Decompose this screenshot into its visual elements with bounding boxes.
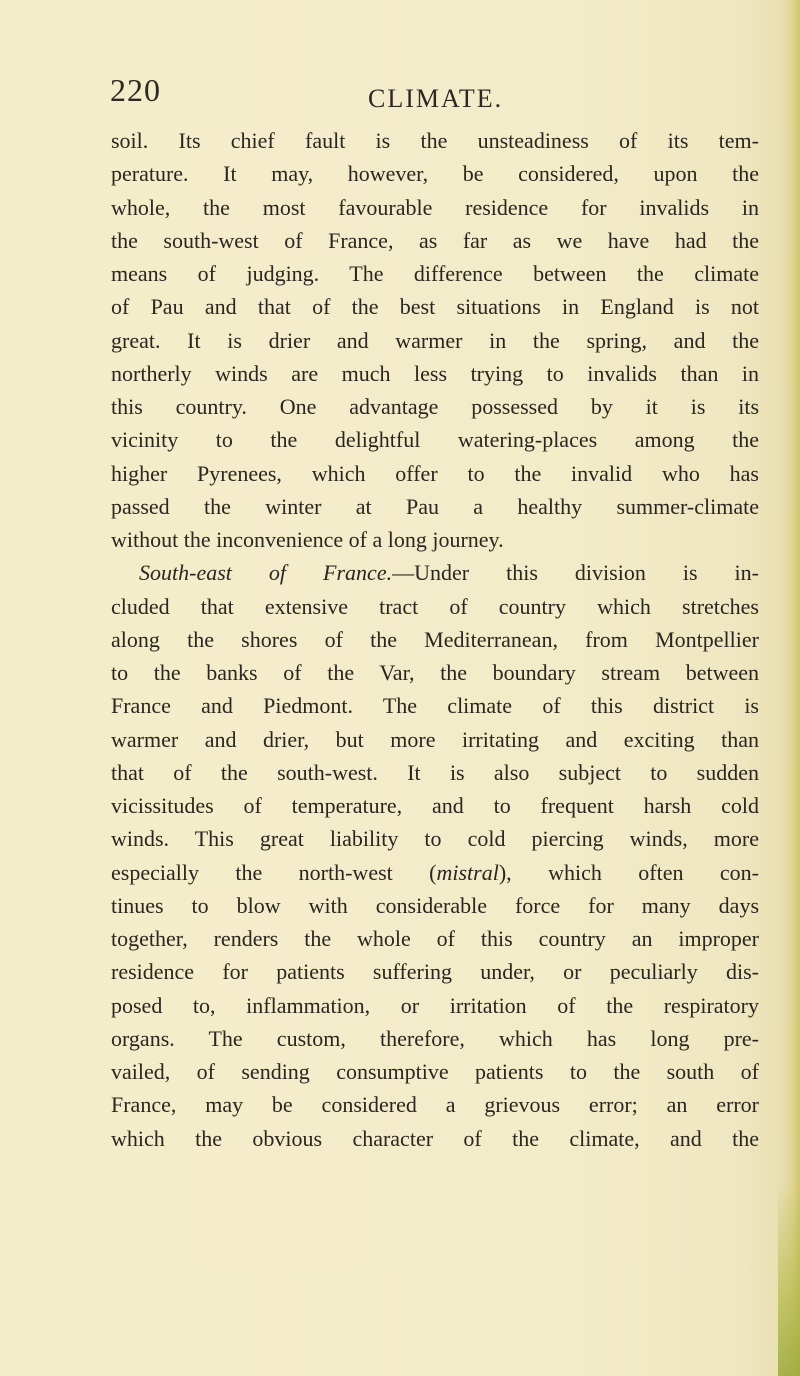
- body-text: [111, 124, 759, 1155]
- text-line: France, may be considered a grievous error; an error: [111, 1092, 759, 1118]
- text-line: vailed, of sending consumptive patients to the south of: [111, 1059, 759, 1084]
- text-line: cluded that extensive tract of country which stretches: [111, 593, 759, 619]
- text-line: the south-west of France, as far as we have had the: [111, 227, 759, 253]
- text-line: winds. This great liability to cold piercing winds, more: [111, 826, 759, 852]
- text-line: along the shores of the Mediterranean, from Montpellier: [111, 626, 759, 652]
- mistral-line-after: ), which often con-: [498, 859, 759, 885]
- text-line: which the obvious character of the climate, and the: [111, 1125, 759, 1151]
- text-line: vicissitudes of temperature, and to frequent harsh cold: [111, 793, 759, 818]
- section-heading: South-east of France.: [139, 560, 393, 586]
- text-line: warmer and drier, but more irritating and exciting than: [111, 726, 759, 752]
- text-line: vicinity to the delightful watering-places among the: [111, 427, 759, 453]
- page-edge-shadow: [782, 0, 800, 1376]
- text-line: to the banks of the Var, the boundary stream between: [111, 660, 759, 685]
- section-heading-continuation: —Under this division is in-: [392, 560, 759, 586]
- text-line: perature. It may, however, be considered, upon the: [111, 161, 759, 187]
- text-line: posed to, inflammation, or irritation of the respiratory: [111, 992, 759, 1018]
- text-line: passed the winter at Pau a healthy summer-climate: [111, 493, 759, 519]
- text-line: organs. The custom, therefore, which has long pre-: [111, 1025, 759, 1051]
- text-line: tinues to blow with considerable force for many days: [111, 892, 759, 918]
- text-line: residence for patients suffering under, or peculiarly dis-: [111, 959, 759, 985]
- running-head: CLIMATE.: [368, 84, 504, 113]
- text-line: this country. One advantage possessed by it is its: [111, 394, 759, 419]
- page-edge-stain: [778, 1180, 800, 1376]
- text-line: soil. Its chief fault is the unsteadiness of its tem-: [111, 128, 759, 153]
- text-line: great. It is drier and warmer in the spring, and the: [111, 327, 759, 353]
- section-heading-line: [111, 556, 759, 589]
- page-header: [110, 72, 760, 116]
- mistral-line-before: especially the north-west (: [111, 859, 437, 885]
- text-line: higher Pyrenees, which offer to the invalid who has: [111, 460, 759, 486]
- text-line: whole, the most favourable residence for invalids in: [111, 194, 759, 220]
- text-line: that of the south-west. It is also subject to sudden: [111, 759, 759, 785]
- text-line: means of judging. The difference between the climate: [111, 261, 759, 286]
- text-line: without the inconvenience of a long journey.: [111, 527, 504, 552]
- text-line: France and Piedmont. The climate of this district is: [111, 693, 759, 719]
- mistral-term: mistral: [436, 859, 499, 885]
- mistral-line: [111, 856, 759, 889]
- page-number: 220: [110, 72, 161, 108]
- text-line: together, renders the whole of this country an improper: [111, 926, 759, 951]
- text-line: northerly winds are much less trying to invalids than in: [111, 360, 759, 386]
- text-line: of Pau and that of the best situations in England is not: [111, 294, 759, 320]
